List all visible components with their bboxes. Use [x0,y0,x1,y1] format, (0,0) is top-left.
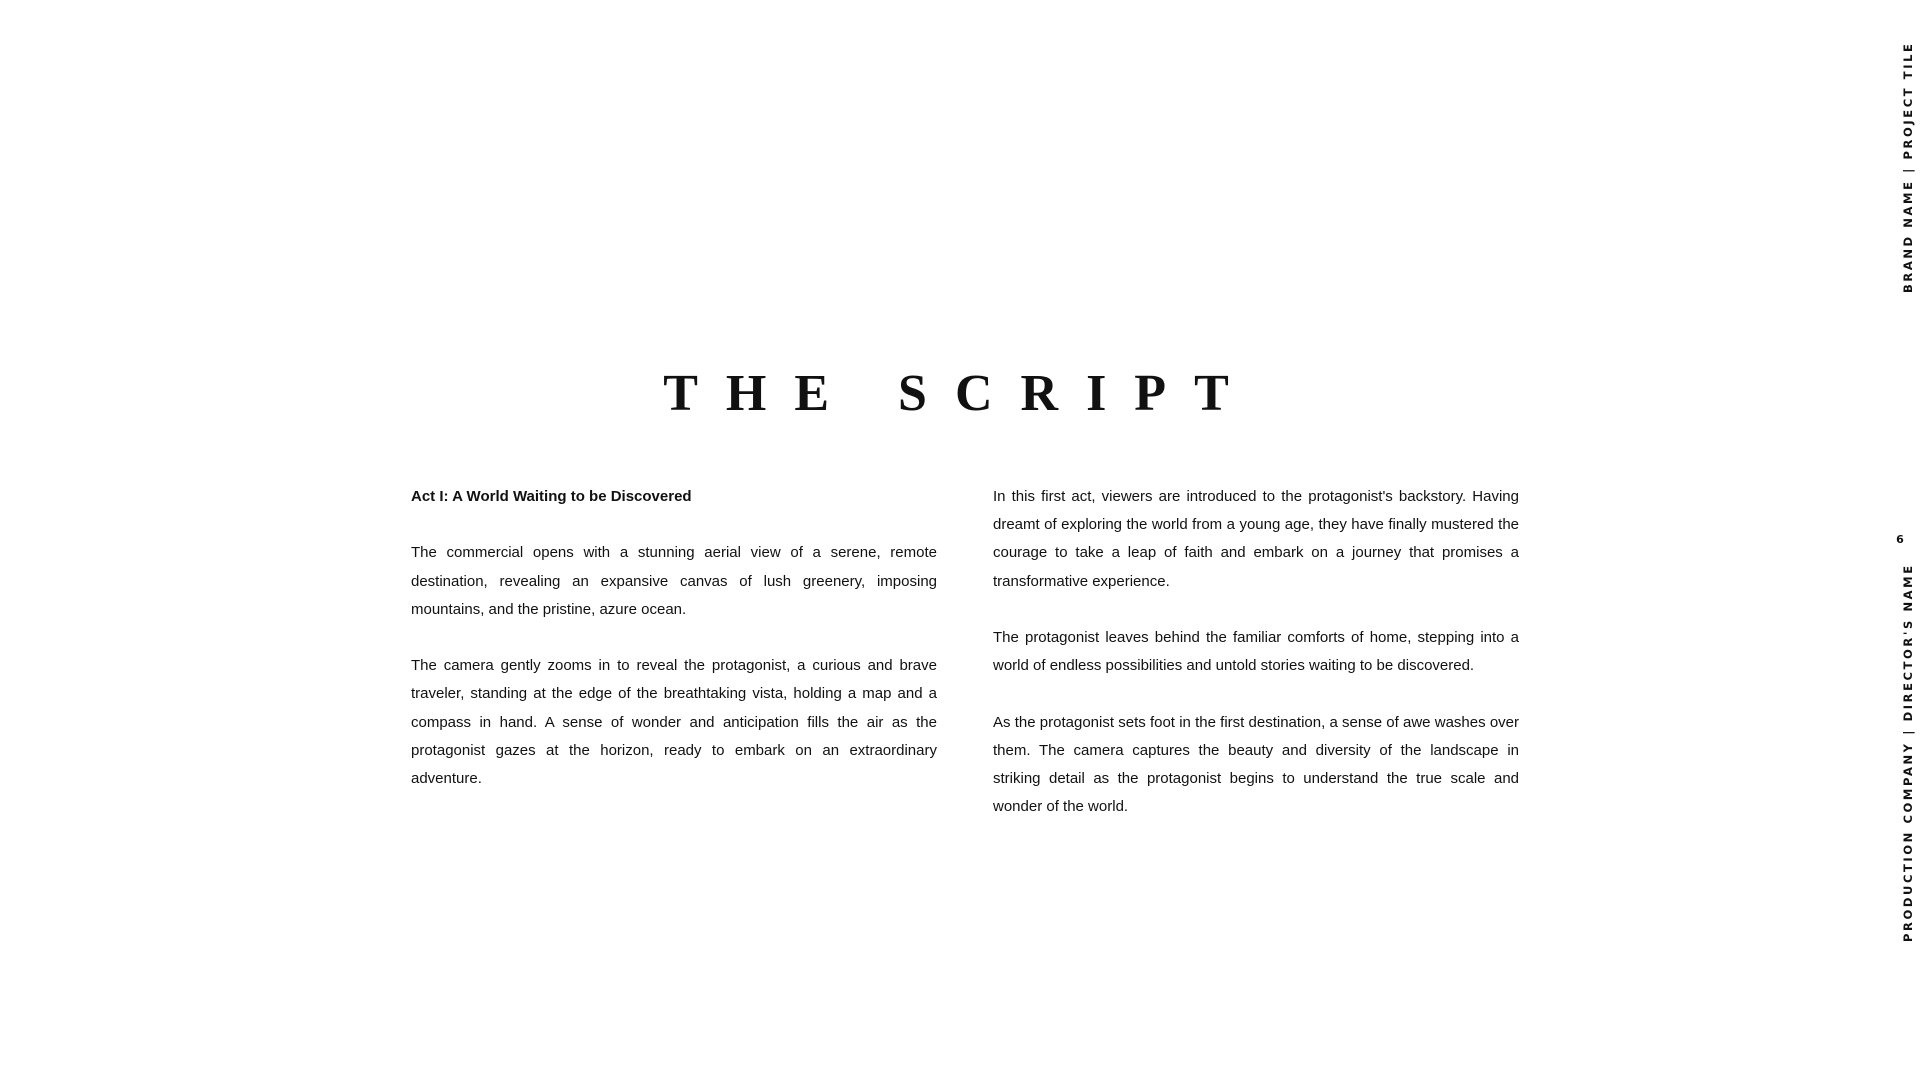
brand-project-label: BRAND NAME | PROJECT TILE [1901,41,1915,293]
paragraph: The camera gently zooms in to reveal the protagonist, a curious and brave traveler, standing at the edge of the breathtaking vista, holding a map and a compass in hand. A sense of wonder and anticipation fills the air as the protagonist gazes at the horizon, ready to embark on an extraordinary adventure. [411,657,937,787]
right-column [993,483,1519,850]
act-heading: Act I: A World Waiting to be Discovered [411,488,692,505]
page-title: THE SCRIPT [663,365,1257,422]
production-director-label: PRODUCTION COMPANY | DIRECTOR'S NAME [1901,563,1915,942]
paragraph: The commercial opens with a stunning aerial view of a serene, remote destination, revealing an expansive canvas of lush greenery, imposing mountains, and the pristine, azure ocean. [411,544,937,618]
paragraph: The protagonist leaves behind the familiar comforts of home, stepping into a world of endless possibilities and untold stories waiting to be discovered. [993,629,1519,675]
left-column [411,483,937,821]
page-number: 6 [1896,533,1904,546]
paragraph: In this first act, viewers are introduced to the protagonist's backstory. Having dreamt of exploring the world from a young age, they have finally mustered the courage to take a leap of faith and embark on a journey that promises a transformative experience. [993,488,1519,590]
paragraph: As the protagonist sets foot in the first destination, a sense of awe washes over them. The camera captures the beauty and diversity of the landscape in striking detail as the protagonist begins to understand the true scale and wonder of the world. [993,713,1519,816]
